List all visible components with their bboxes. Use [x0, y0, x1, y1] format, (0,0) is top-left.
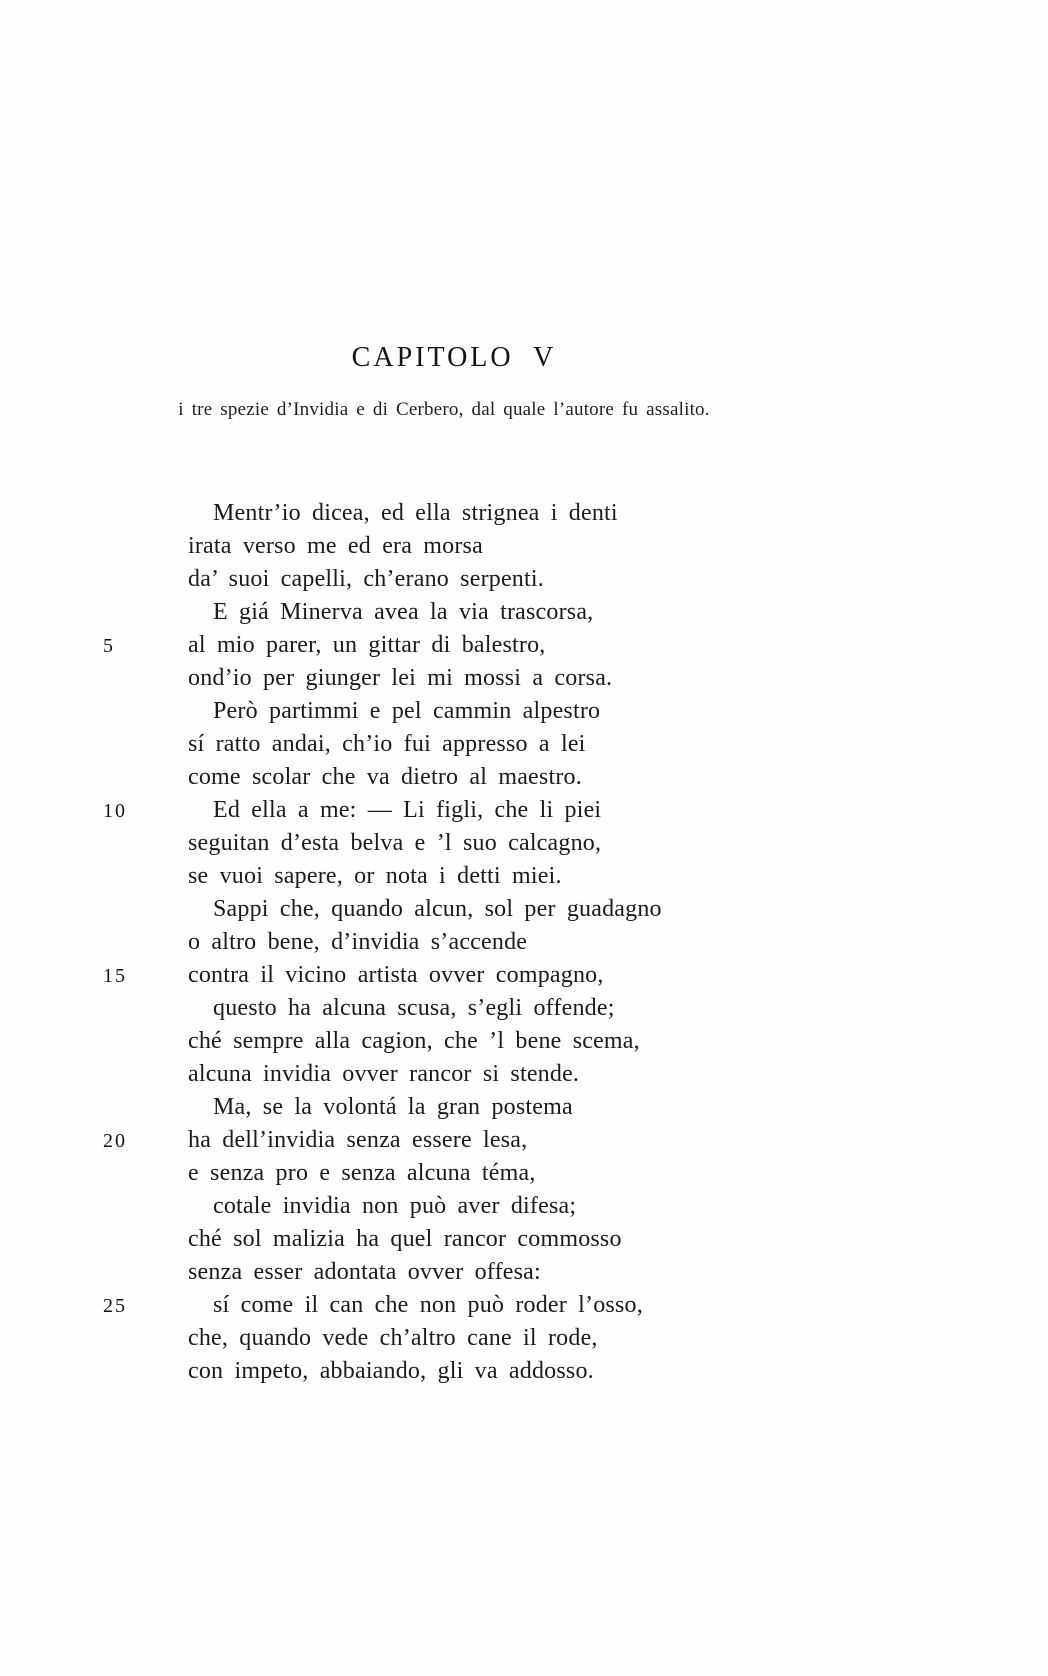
- verse-text: che, quando vede ch’altro cane il rode,: [188, 1325, 598, 1351]
- poem-line: [90, 794, 770, 827]
- line-number: 25: [103, 1295, 127, 1317]
- poem-line: [90, 596, 770, 629]
- verse-text: se vuoi sapere, or nota i detti miei.: [188, 863, 562, 889]
- verse-text: contra il vicino artista ovver compagno,: [188, 962, 604, 988]
- poem-line: [90, 1058, 770, 1091]
- poem-line: [90, 1157, 770, 1190]
- chapter-title: CAPITOLO V: [351, 342, 557, 373]
- verse-text: cotale invidia non può aver difesa;: [213, 1193, 577, 1219]
- poem-line: [90, 1124, 770, 1157]
- verse-text: Ed ella a me: — Li figli, che li piei: [213, 797, 602, 823]
- verse-text: ond’io per giunger lei mi mossi a corsa.: [188, 665, 613, 691]
- poem-line: [90, 563, 770, 596]
- verse-text: irata verso me ed era morsa: [188, 533, 483, 559]
- verse-text: senza esser adontata ovver offesa:: [188, 1259, 541, 1285]
- line-number: 5: [103, 635, 115, 657]
- verse-text: da’ suoi capelli, ch’erano serpenti.: [188, 566, 544, 592]
- poem-line: [90, 728, 770, 761]
- line-number: 20: [103, 1130, 127, 1152]
- verse-text: al mio parer, un gittar di balestro,: [188, 632, 546, 658]
- line-number: 15: [103, 965, 127, 987]
- poem-line: [90, 893, 770, 926]
- verse-text: alcuna invidia ovver rancor si stende.: [188, 1061, 580, 1087]
- verse-text: ha dell’invidia senza essere lesa,: [188, 1127, 528, 1153]
- verse-text: Sappi che, quando alcun, sol per guadagno: [213, 896, 662, 922]
- poem-line: [90, 1223, 770, 1256]
- poem-line: [90, 497, 770, 530]
- verse-text: come scolar che va dietro al maestro.: [188, 764, 582, 790]
- verse-text: sí ratto andai, ch’io fui appresso a lei: [188, 731, 586, 757]
- verse-text: con impeto, abbaiando, gli va addosso.: [188, 1358, 594, 1384]
- line-number: 10: [103, 800, 127, 822]
- poem-line: [90, 1025, 770, 1058]
- poem: [90, 497, 770, 1388]
- poem-line: [90, 530, 770, 563]
- verse-text: e senza pro e senza alcuna téma,: [188, 1160, 536, 1186]
- poem-line: [90, 1322, 770, 1355]
- verse-text: seguitan d’esta belva e ’l suo calcagno,: [188, 830, 602, 856]
- poem-line: [90, 926, 770, 959]
- poem-line: [90, 959, 770, 992]
- page-content: [90, 0, 770, 1676]
- poem-line: [90, 662, 770, 695]
- verse-text: sí come il can che non può roder l’osso,: [213, 1292, 643, 1318]
- poem-line: [90, 1190, 770, 1223]
- poem-line: [90, 992, 770, 1025]
- poem-line: [90, 827, 770, 860]
- poem-line: [90, 695, 770, 728]
- poem-line: [90, 860, 770, 893]
- verse-text: o altro bene, d’invidia s’accende: [188, 929, 528, 955]
- verse-text: E giá Minerva avea la via trascorsa,: [213, 599, 594, 625]
- poem-line: [90, 1091, 770, 1124]
- verse-text: ché sempre alla cagion, che ’l bene scema,: [188, 1028, 640, 1054]
- poem-line: [90, 761, 770, 794]
- poem-line: [90, 1289, 770, 1322]
- poem-line: [90, 1256, 770, 1289]
- poem-line: [90, 629, 770, 662]
- chapter-subtitle: i tre spezie d’Invidia e di Cerbero, dal quale l’autore fu assalito.: [178, 399, 710, 420]
- verse-text: questo ha alcuna scusa, s’egli offende;: [213, 995, 615, 1021]
- verse-text: Però partimmi e pel cammin alpestro: [213, 698, 601, 724]
- verse-text: ché sol malizia ha quel rancor commosso: [188, 1226, 622, 1252]
- verse-text: Ma, se la volontá la gran postema: [213, 1094, 573, 1120]
- verse-text: Mentr’io dicea, ed ella strignea i denti: [213, 500, 618, 526]
- poem-line: [90, 1355, 770, 1388]
